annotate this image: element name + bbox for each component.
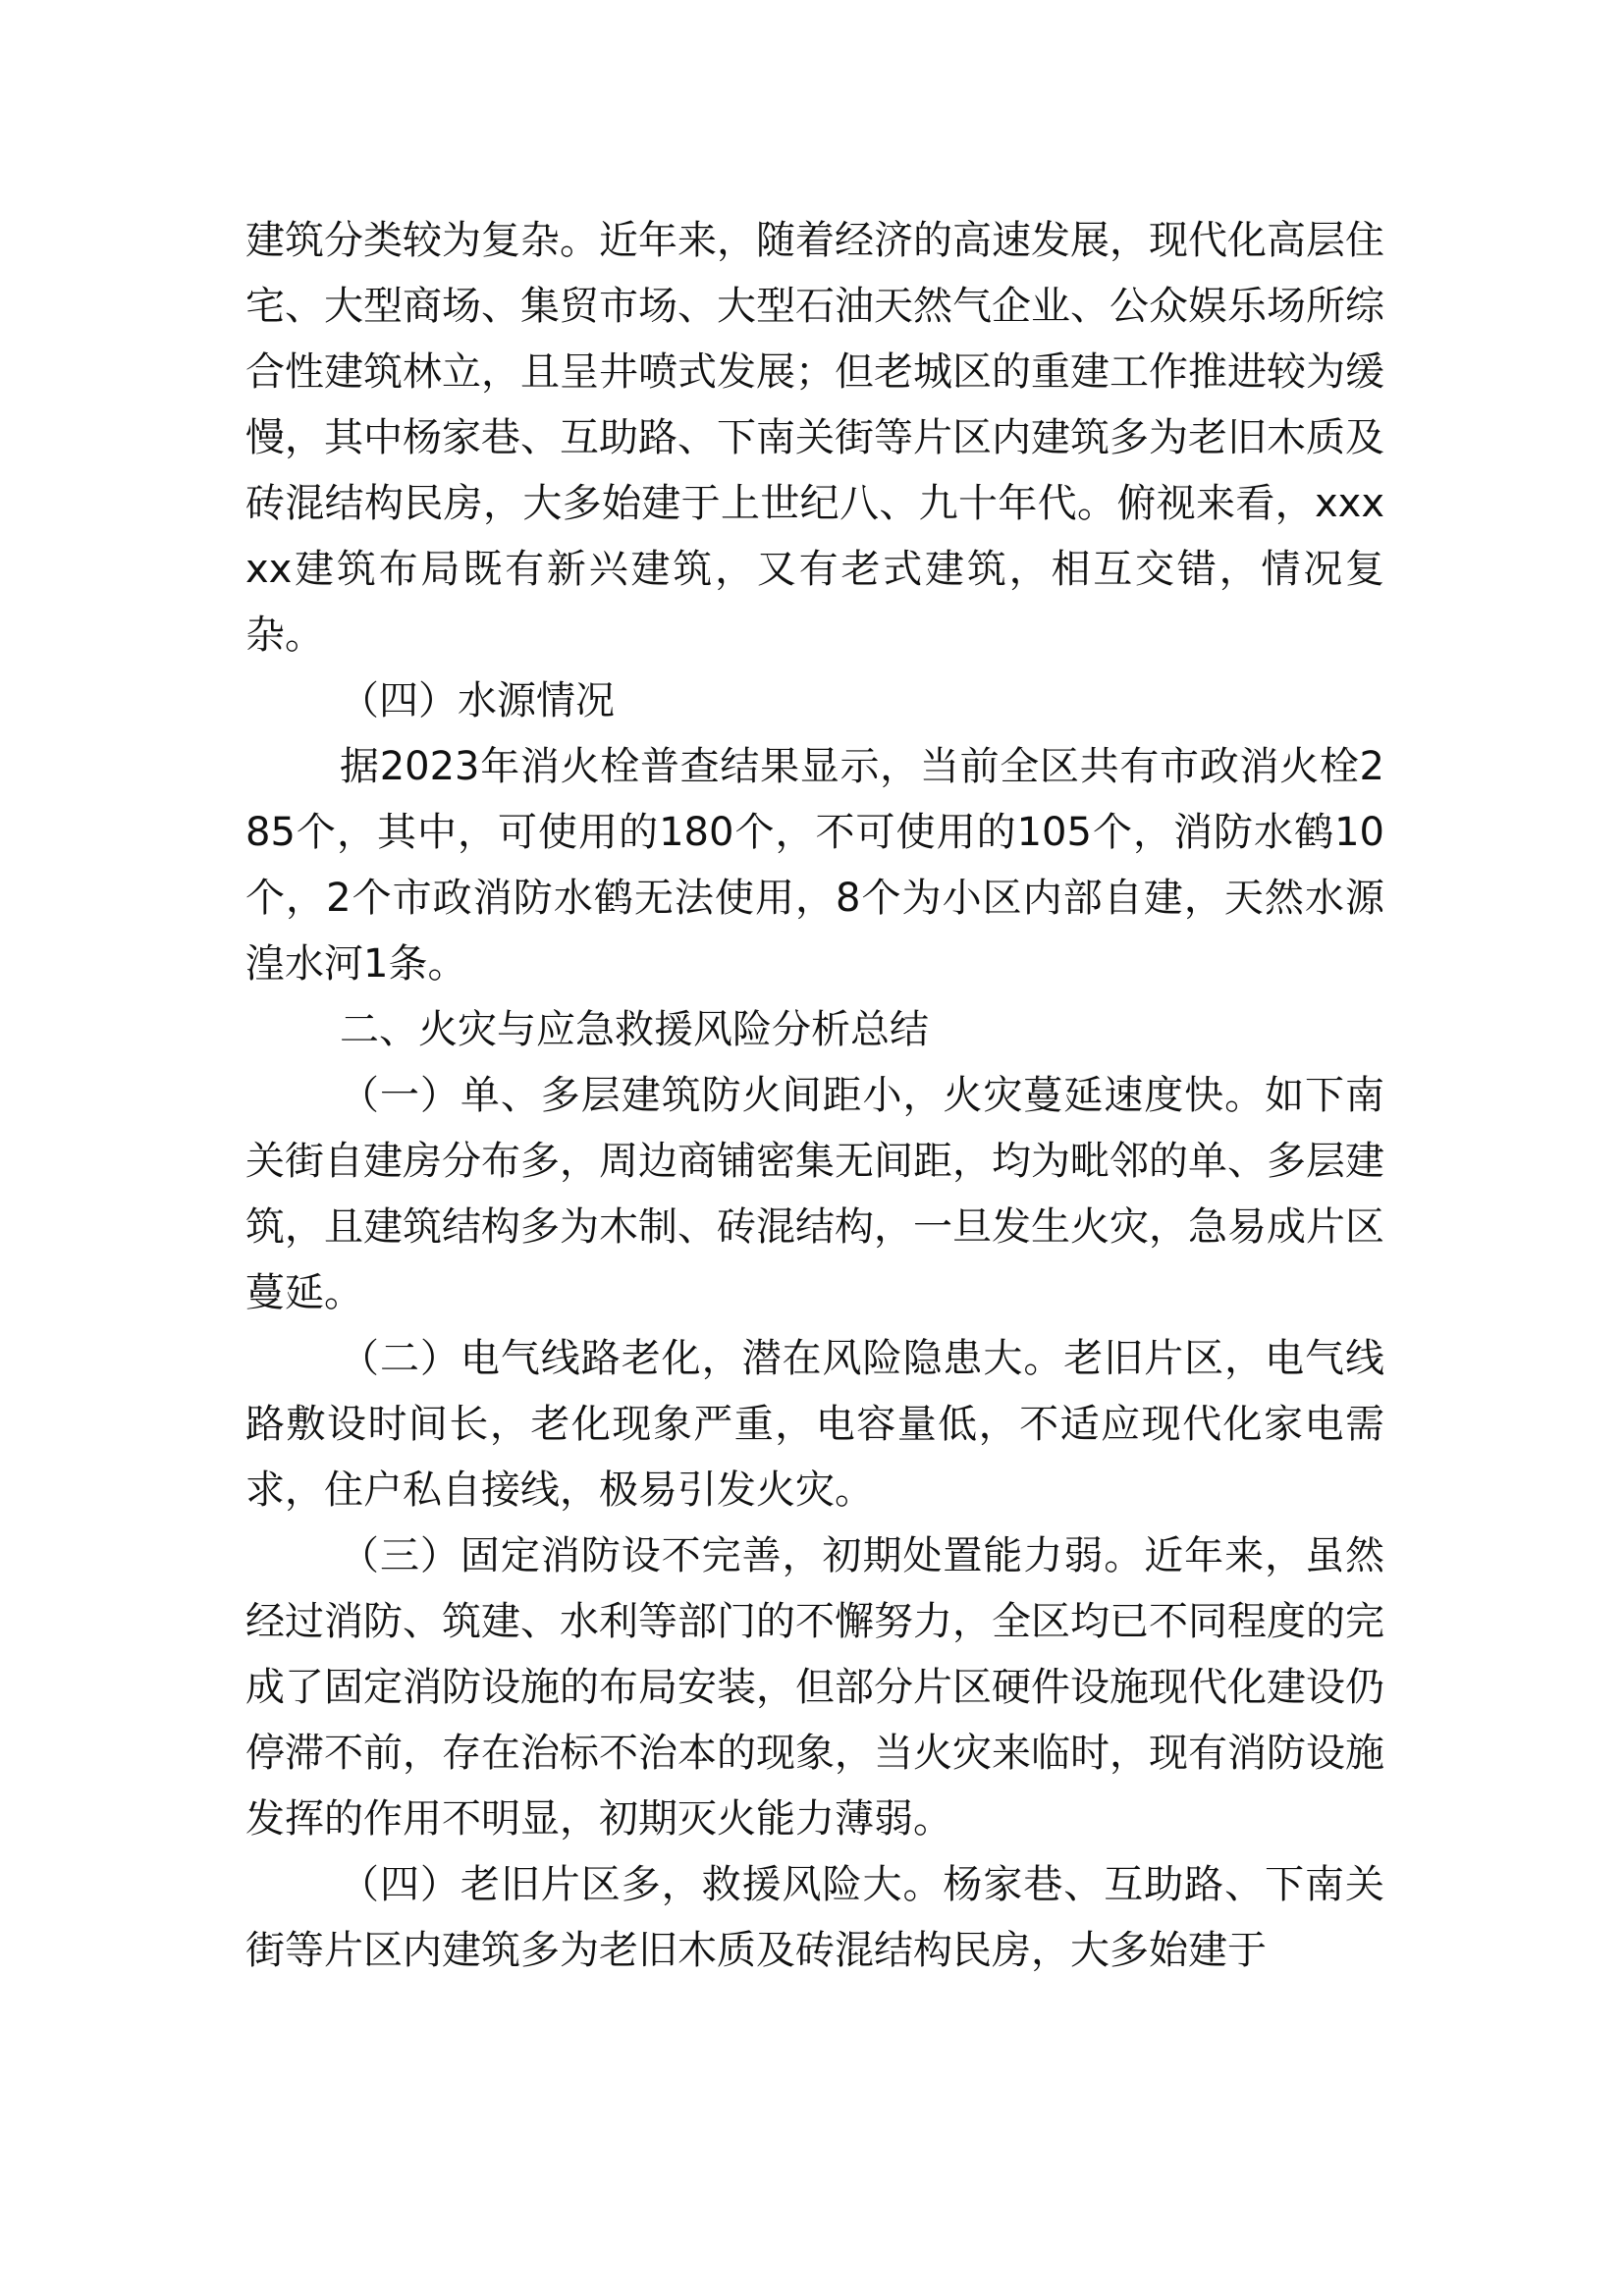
- paragraph-risk-1-fire-spacing: （一）单、多层建筑防火间距小，火灾蔓延速度快。如下南关街自建房分布多，周边商铺密集无间距，均为毗邻的单、多层建筑，且建筑结构多为木制、砖混结构，一旦发生火灾，急易成片区蔓延。: [245, 1073, 1384, 1315]
- paragraph-risk-4-old-districts: （四）老旧片区多，救援风险大。杨家巷、互助路、下南关街等片区内建筑多为老旧木质及砖混结构民房，大多始建于: [245, 1862, 1384, 1973]
- paragraph-building-overview: 建筑分类较为复杂。近年来，随着经济的高速发展，现代化高层住宅、大型商场、集贸市场、大型石油天然气企业、公众娱乐场所综合性建筑林立，且呈井喷式发展；但老城区的重建工作推进较为缓慢，其中杨家巷、互助路、下南关街等片区内建筑多为老旧木质及砖混结构民房，大多始建于上世纪八、九十年代。俯视来看，xxxxx建筑布局既有新兴建筑，又有老式建筑，相互交错，情况复杂。: [245, 218, 1384, 658]
- subheading-water-source: （四）水源情况: [340, 678, 615, 723]
- paragraph-risk-3-facilities: （三）固定消防设不完善，初期处置能力弱。近年来，虽然经过消防、筑建、水利等部门的不懈努力，全区均已不同程度的完成了固定消防设施的布局安装，但部分片区硬件设施现代化建设仍停滞不前，存在治标不治本的现象，当火灾来临时，现有消防设施发挥的作用不明显，初期灭火能力薄弱。: [245, 1533, 1384, 1842]
- paragraph-hydrant-census: 据2023年消火栓普查结果显示，当前全区共有市政消火栓285个，其中，可使用的180个，不可使用的105个，消防水鹤10个，2个市政消防水鹤无法使用，8个为小区内部自建，天然水源湟水河1条。: [245, 744, 1384, 987]
- paragraph-risk-2-electrical: （二）电气线路老化，潜在风险隐患大。老旧片区，电气线路敷设时间长，老化现象严重，电容量低，不适应现代化家电需求，住户私自接线，极易引发火灾。: [245, 1336, 1384, 1513]
- document-body: [245, 208, 1384, 1984]
- heading-risk-analysis: 二、火灾与应急救援风险分析总结: [340, 1007, 929, 1052]
